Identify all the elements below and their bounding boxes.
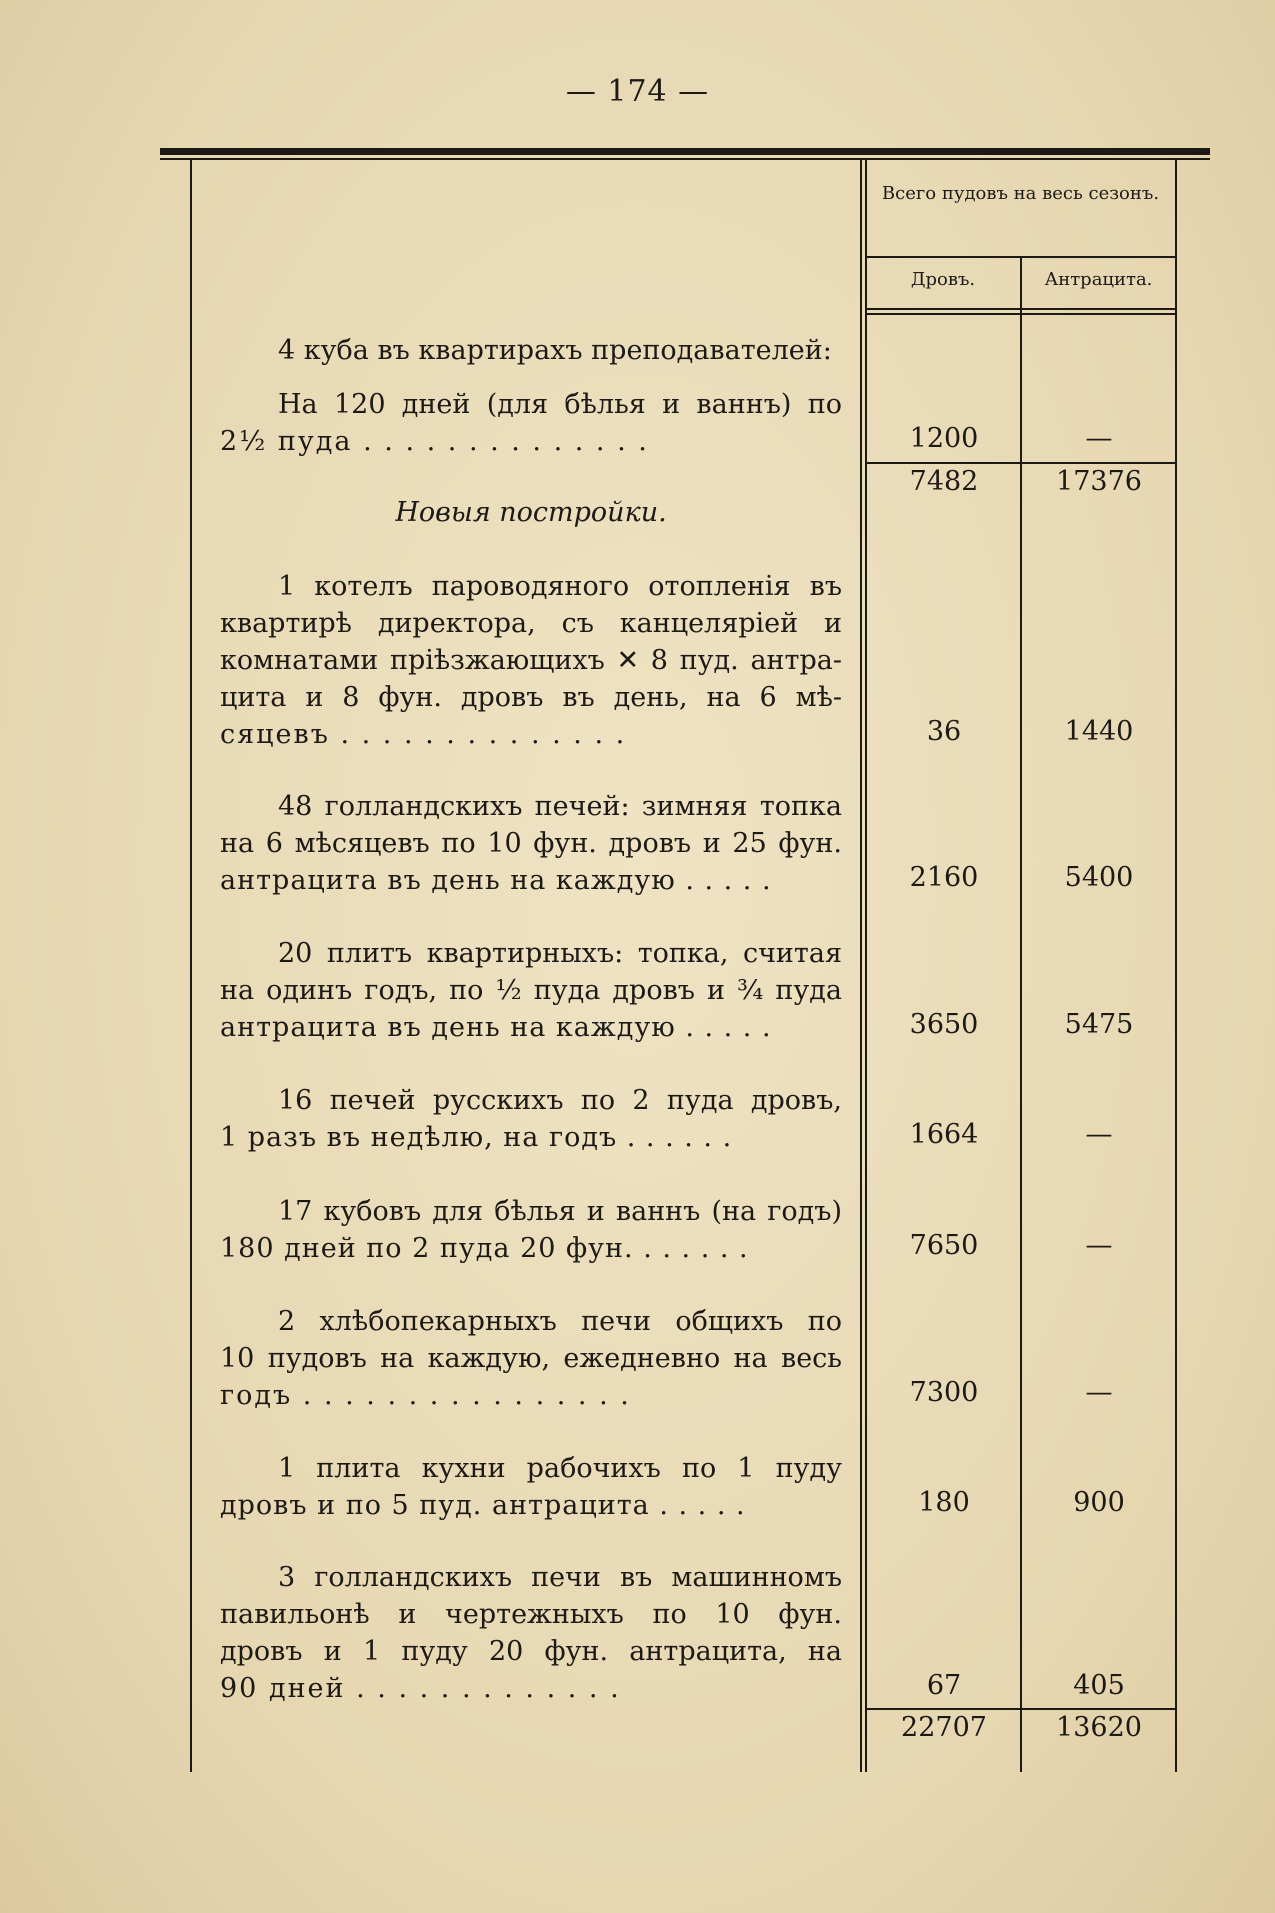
total-anthracite: 13620 xyxy=(1056,1712,1142,1743)
column-divider-desc-double xyxy=(865,160,867,1772)
item-text: 20 плитъ квартирныхъ: топка, считая xyxy=(278,938,842,969)
item-text: годъ . . . . . . . . . . . . . . . . xyxy=(220,1380,631,1411)
value-firewood: 3650 xyxy=(909,1009,979,1040)
row-text: 2½ пуда . . . . . . . . . . . . . . xyxy=(220,426,649,457)
item-text: 90 дней . . . . . . . . . . . . . xyxy=(220,1673,621,1704)
value-anthracite: 5400 xyxy=(1064,862,1134,893)
item-text: на одинъ годъ, по ½ пуда дровъ и ¾ пуда xyxy=(220,975,842,1006)
item-text: дровъ и 1 пуду 20 фун. антрацита, на xyxy=(220,1636,842,1667)
item-text: на 6 мѣсяцевъ по 10 фун. дровъ и 25 фун. xyxy=(220,828,842,859)
item-text: сяцевъ . . . . . . . . . . . . . . xyxy=(220,719,627,750)
top-rule-thick xyxy=(160,148,1210,155)
subtotal-anthracite: 17376 xyxy=(1056,466,1142,497)
value-anthracite: 1440 xyxy=(1064,716,1134,747)
value-anthracite: — xyxy=(1085,1230,1113,1261)
value-firewood: 1664 xyxy=(909,1119,979,1150)
value-anthracite: — xyxy=(1085,423,1113,454)
item-text: квартирѣ директора, съ канцеляріей и xyxy=(220,608,842,639)
header-bottom-rule xyxy=(866,308,1175,310)
item-text: 16 печей русскихъ по 2 пуда дровъ, xyxy=(278,1085,842,1116)
item-text: антрацита въ день на каждую . . . . . xyxy=(220,865,772,896)
item-text: цита и 8 фун. дровъ въ день, на 6 мѣ- xyxy=(220,682,842,713)
value-firewood: 1200 xyxy=(909,423,979,454)
item-text: антрацита въ день на каждую . . . . . xyxy=(220,1012,772,1043)
value-anthracite: 405 xyxy=(1073,1670,1125,1701)
section-title: Новыя постройки. xyxy=(395,497,667,528)
top-rule-thin xyxy=(160,158,1210,160)
item-text: комнатами пріѣзжающихъ ✕ 8 пуд. антра- xyxy=(220,645,842,676)
header-col-anthracite: Антрацита. xyxy=(1044,269,1153,290)
value-firewood: 180 xyxy=(918,1487,970,1518)
value-anthracite: 5475 xyxy=(1064,1009,1134,1040)
value-firewood: 7300 xyxy=(909,1377,979,1408)
value-anthracite: — xyxy=(1085,1377,1113,1408)
page-number: — 174 — xyxy=(565,74,710,109)
item-text: 1 котелъ пароводяного отопленія въ xyxy=(278,571,842,602)
column-divider-desc xyxy=(860,160,862,1772)
item-text: 17 кубовъ для бѣлья и ваннъ (на годъ) xyxy=(278,1196,842,1227)
header-bottom-rule-double xyxy=(866,313,1175,315)
item-text: 3 голландскихъ печи въ машинномъ xyxy=(278,1562,842,1593)
total-rule xyxy=(866,1708,1175,1710)
header-rule xyxy=(866,256,1175,258)
value-firewood: 2160 xyxy=(909,862,979,893)
item-text: павильонѣ и чертежныхъ по 10 фун. xyxy=(220,1599,842,1630)
item-text: 180 дней по 2 пуда 20 фун. . . . . . . xyxy=(220,1233,749,1264)
right-border xyxy=(1175,160,1177,1772)
item-text: 2 хлѣбопекарныхъ печи общихъ по xyxy=(278,1306,842,1337)
value-firewood: 67 xyxy=(926,1670,962,1701)
item-text: 1 разъ въ недѣлю, на годъ . . . . . . xyxy=(220,1122,733,1153)
value-anthracite: 900 xyxy=(1073,1487,1125,1518)
total-firewood: 22707 xyxy=(901,1712,987,1743)
left-border xyxy=(190,160,192,1772)
value-firewood: 36 xyxy=(926,716,962,747)
value-anthracite: — xyxy=(1085,1119,1113,1150)
item-text: 10 пудовъ на каждую, ежедневно на весь xyxy=(220,1343,842,1374)
header-group-label: Всего пудовъ на весь сезонъ. xyxy=(881,183,1160,204)
subtotal-rule xyxy=(866,462,1175,464)
header-col-firewood: Дровъ. xyxy=(910,269,976,290)
item-text: 48 голландскихъ печей: зимняя топка xyxy=(278,791,842,822)
item-text: дровъ и по 5 пуд. антрацита . . . . . xyxy=(220,1490,746,1521)
value-firewood: 7650 xyxy=(909,1230,979,1261)
row-text: На 120 дней (для бѣлья и ваннъ) по xyxy=(278,389,842,420)
subtotal-firewood: 7482 xyxy=(909,466,979,497)
item-text: 1 плита кухни рабочихъ по 1 пуду xyxy=(278,1453,842,1484)
row-text: 4 куба въ квартирахъ преподавателей: xyxy=(278,335,832,366)
